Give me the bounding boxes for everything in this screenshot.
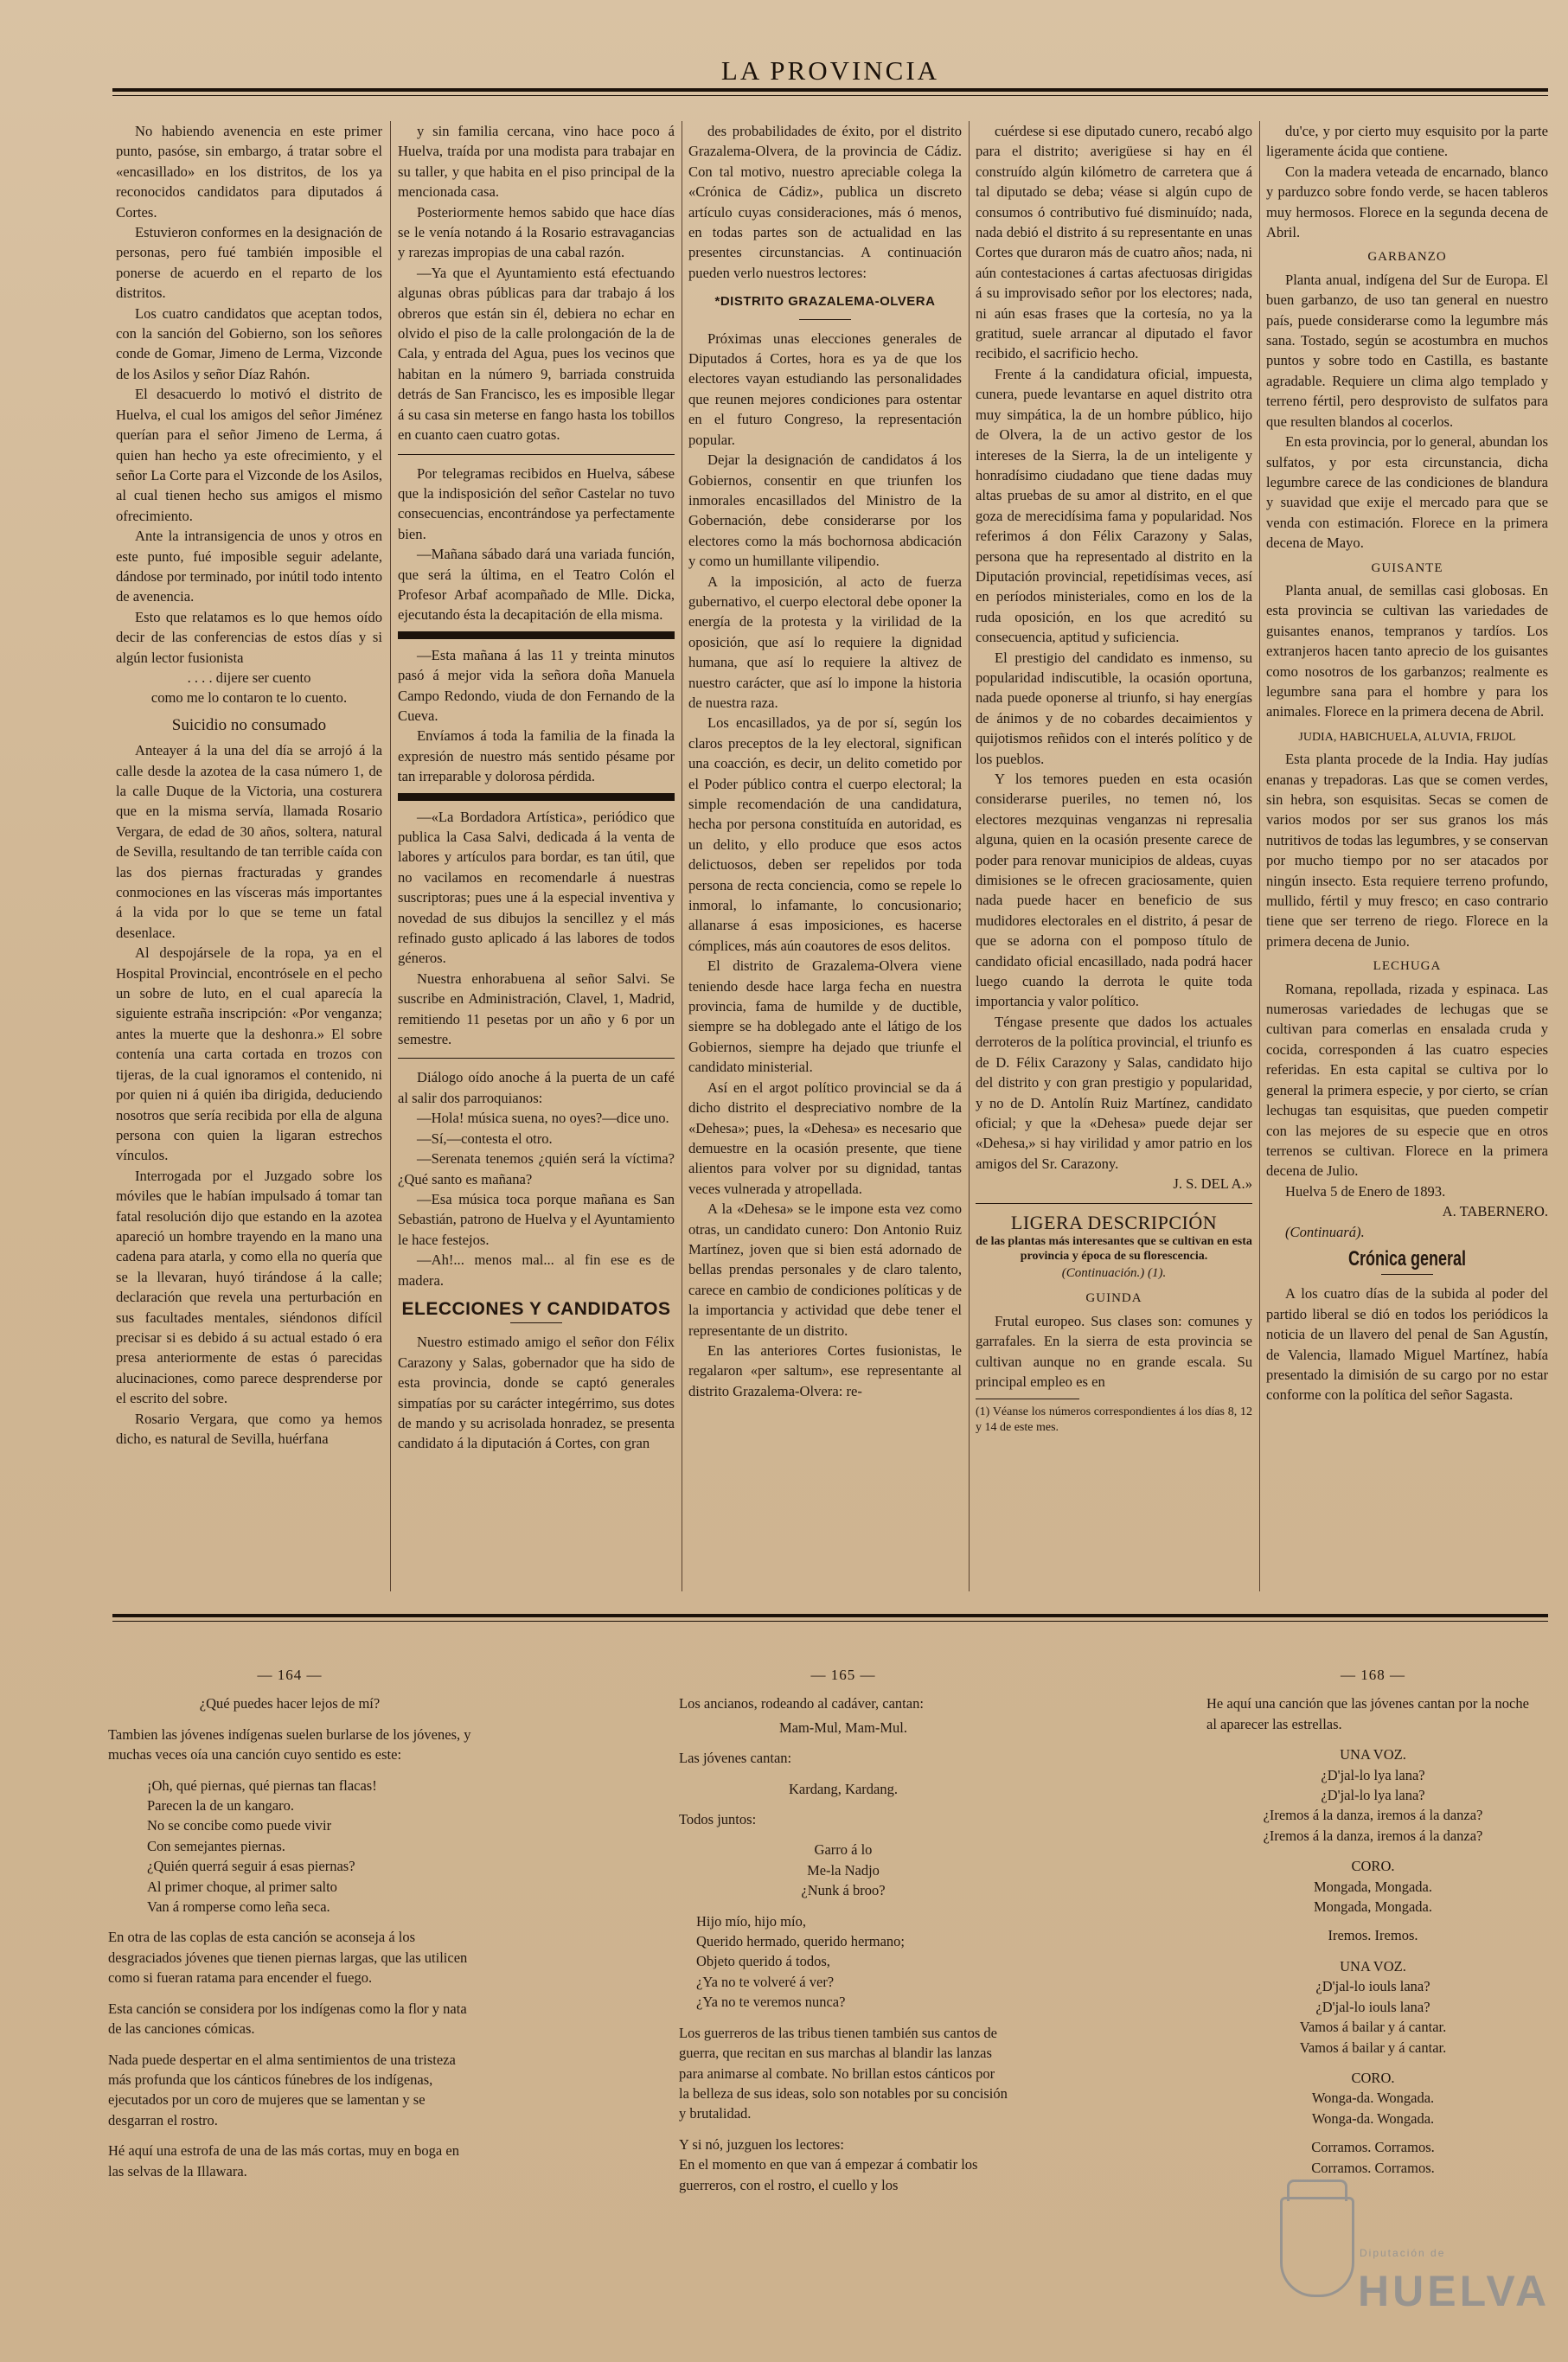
verse-line: . . . . dijere ser cuento: [187, 669, 311, 686]
paragraph: Hé aquí una estrofa de una de las más cortas, muy en boga en las selvas de la Illawara.: [108, 2142, 459, 2180]
plant-heading-guinda: GUINDA: [1085, 1291, 1142, 1306]
paragraph: Esta canción se considera por los indígenas como la flor y nata de las canciones cómicas.: [108, 2000, 467, 2038]
paragraph: En las anteriores Cortes fusionistas, le regalaron «per saltum», ese representante al distrito Grazalema-Olvera: re-: [688, 1341, 962, 1399]
paragraph: El distrito de Grazalema-Olvera viene teniendo desde hace larga fecha en nuestra provincia, fama de humilde y de ductible, siempre se ha doblegado ante el látigo de los Gobiernos, siempre ha dejado que triunfe el candidato ministerial.: [688, 957, 962, 1076]
paragraph: El desacuerdo lo motivó el distrito de Huelva, el cual los amigos del señor Jiménez querían para el señor Jimeno de Lerma, á quien han hecho ya este ofrecimiento, y el señor La Corte para el Vizconde de los Asilos, al cual tienen hecho sus amigos el mismo ofrecimiento.: [116, 386, 382, 524]
paragraph: No habiendo avenencia en este primer punto, pasóse, sin embargo, á tratar sobre el «encasillado» en los distritos, de los ya reconocidos candidatos para diputados á Cortes.: [116, 123, 382, 221]
paragraph: Por telegramas recibidos en Huelva, sábese que la indisposición del señor Castelar no tuvo consecuencias, encontrándose ya perfectamente bien.: [398, 464, 675, 542]
folletin-rule: [112, 1614, 1548, 1617]
separator: [398, 1058, 675, 1059]
title-underline: [510, 1322, 562, 1323]
shield-icon: [1280, 2197, 1354, 2297]
paragraph: Planta anual, indígena del Sur de Europa. El buen garbanzo, de uso tan general en nuestro país, puede considerarse como la legumbre más sana. Tostado, según se acostumbra en muchos puntos y sobre todo en Castilla, es bastante agradable. Requiere un clima algo templado y terreno fértil, pero desprovisto de sulfatos para que resulten blandos al cocerlos.: [1266, 271, 1548, 430]
verse-line: Mongada, Mongada.: [1313, 1898, 1432, 1916]
article-date: Huelva 5 de Enero de 1893.: [1285, 1182, 1446, 1200]
paragraph: Esto que relatamos es lo que hemos oído decir de las conferencias de estos días y si algún lector fusionista: [116, 608, 382, 666]
folletin-page-left: [108, 1665, 471, 2270]
verse-line: Corramos. Corramos.: [1311, 2159, 1435, 2176]
paragraph: —Mañana sábado dará una variada función, que será la última, en el Teatro Colón el Profesor Arbaf acompañado de Mlle. Dicka, ejecutando ésta la decapitación de ella misma.: [398, 546, 675, 624]
verse-line: ¿Quién querrá seguir á esas piernas?: [147, 1858, 355, 1875]
plant-heading-garbanzo: GARBANZO: [1367, 250, 1447, 265]
paragraph: —Ya que el Ayuntamiento está efectuando algunas obras públicas para dar trabajo á los obreros que están sin él, debiera no echar en olvido el piso de la calle prolongación de la de Cala, y entrada del Agua, pues los vecinos que habitan en la número 9, barriada construida detrás de San Francisco, les es imposible llegar á su casa sin meterse en fango hasta los tobillos en cuanto caen cuatro gotas.: [398, 264, 675, 444]
paragraph: Ante la intransigencia de unos y otros en este punto, fué imposible seguir adelante, dándose por terminado, por inútil todo intento de avenencia.: [116, 528, 382, 605]
verse-line: ¿D'jal-lo iouls lana?: [1315, 1978, 1430, 1995]
verse-line: Hijo mío, hijo mío,: [696, 1912, 806, 1930]
column-4: [976, 121, 1252, 1591]
verse-line: Mam-Mul, Mam-Mul.: [778, 1719, 908, 1736]
paragraph: du'ce, y por cierto muy esquisito por la parte ligeramente ácida que contiene.: [1266, 123, 1548, 160]
verse-block: [1206, 1856, 1539, 1946]
section-title-suicidio: Suicidio no consumado: [171, 715, 327, 734]
paragraph: En esta provincia, por lo general, abundan los sulfatos, y por esta circunstancia, dicha legumbre carece de las condiciones de blandura y suavidad que exije el mercado para que se venda con estimación. Florece en la primera decena de Mayo.: [1266, 433, 1548, 552]
paragraph: A los cuatro días de la subida al poder del partido liberal se dió en todos los periódicos la noticia de un llavero del penal de San Agustín, de Valencia, llamado Miguel Martínez, había presentado la dimisión de su cargo por no estar conforme con la política del señor Sagasta.: [1266, 1285, 1548, 1404]
verse-line: ¿Iremos á la danza, iremos á la danza?: [1263, 1827, 1483, 1844]
paragraph: Estuvieron conformes en la designación de personas, pero fué también imposible el ponerse de acuerdo en el reparto de los distritos.: [116, 224, 382, 302]
paragraph: Anteayer á la una del día se arrojó á la calle desde la azotea de la casa número 1, de la calle Duque de la Victoria, una costurera que en la misma servía, llamada Rosario Vergara, de edad de 30 años, soltera, natural de Sevilla, resultando de tan terrible caída con las dos piernas fracturadas y grandes conmociones en las vísceras más importantes á la vida por lo que se teme un fatal desenlace.: [116, 742, 382, 941]
archive-watermark: [1245, 2180, 1551, 2352]
paragraph: —Ah!... menos mal... al fin ese es de madera.: [398, 1251, 675, 1289]
verse-line: ¿Ya no te veremos nunca?: [696, 1994, 846, 2011]
header-rule: [112, 88, 1548, 92]
verse-line: No se concibe como puede vivir: [147, 1817, 332, 1834]
folletin-rule-thin: [112, 1621, 1548, 1622]
verse-line: ¿Ya no te volveré á ver?: [696, 1973, 835, 1990]
paragraph: Dejar la designación de candidatos á los Gobiernos, consentir en que triunfen los inmorales encasillados del Ministro de la Gobernación, debe considerarse por los electores como la más bochornosa abdicación y como un humillante vilipendio.: [688, 451, 962, 570]
verse-block: [679, 1840, 1008, 1900]
continuation-note: (Continuación.) (1).: [1061, 1265, 1167, 1280]
verse-line: como me lo contaron te lo cuento.: [150, 689, 348, 707]
article-author: A. TABERNERO.: [1442, 1203, 1548, 1220]
verse-block: [696, 1911, 1008, 2013]
paragraph: A la «Dehesa» se le impone esta vez como otras, un candidato cunero: Don Antonio Ruiz Martínez, joven que si bien está adornado de bellas prendas personales y de claro talento, carece en cambio de condiciones políticas y de la importancia y actividad que debe tener el representante de un distrito.: [688, 1200, 962, 1339]
section-title-distrito: *DISTRITO GRAZALEMA-OLVERA: [714, 294, 936, 310]
page-number: — 168 —: [1341, 1667, 1405, 1683]
paragraph: y sin familia cercana, vino hace poco á Huelva, traída por una modista para trabajar en su taller, y que habita en el piso principal de la mencionada casa.: [398, 123, 675, 201]
paragraph: He aquí una canción que las jóvenes cantan por la noche al aparecer las estrellas.: [1206, 1695, 1529, 1732]
verse-line: ¿D'jal-lo lya lana?: [1321, 1766, 1425, 1783]
paragraph: Nuestro estimado amigo el señor don Félix Carazony y Salas, gobernador que ha sido de esta provincia, donde se captó generales simpatías por su carácter integérrimo, sus dotes de mando y su acrisolada honradez, se presenta candidato á la diputación á Cortes, con gran: [398, 1334, 675, 1452]
verse-line: Garro á lo: [814, 1841, 873, 1859]
separator: [976, 1203, 1252, 1204]
paragraph: Planta anual, de semillas casi globosas. En esta provincia se cultivan las variedades de guisantes enanos, tempranos y tardíos. Los extranjeros hacen tanto aprecio de los guisantes como nosotros de los garbanzos; realmente es legumbre sana para el hombre y para los animales. Florece en la primera decena de Abril.: [1266, 581, 1548, 720]
verse-line: Al primer choque, al primer salto: [147, 1878, 337, 1895]
plant-heading-guisante: GUISANTE: [1371, 560, 1443, 575]
verse-line: Con semejantes piernas.: [147, 1837, 285, 1854]
column-5: [1266, 121, 1548, 1591]
paragraph: Esta planta procede de la India. Hay judías enanas y trepadoras. Las que se comen verdes, sin hebra, son esquisitas. Secas se comen de varios modos por ser sus granos los más nutritivos de todas las legumbres, y se conservan por mucho tiempo por no ser atacados por ningún insecto. Esta requiere terreno profundo, mullido, fértil y muy fresco; en caso contrario tiene que ser terreno de riego. Florece en la primera decena de Junio.: [1266, 751, 1548, 950]
verse-line: Parecen la de un kangaro.: [147, 1797, 294, 1815]
paragraph: Con la madera veteada de encarnado, blanco y parduzco sobre fondo verde, se hacen tableros muy hermosos. Florece en la segunda decena de Abril.: [1266, 163, 1548, 241]
verse-line: Kardang, Kardang.: [789, 1780, 898, 1797]
paragraph: En el momento en que van á empezar á combatir los guerreros, con el rostro, el cuello y los: [679, 2156, 978, 2193]
verse-block: [1206, 1744, 1539, 1846]
paragraph: En otra de las coplas de esta canción se aconseja á los desgraciados jóvenes que tienen piernas largas, que las utilicen como si fueran ratama para encender el fuego.: [108, 1929, 468, 1987]
paragraph: Los ancianos, rodeando al cadáver, cantan:: [679, 1695, 924, 1712]
verse-line: ¿D'jal-lo lya lana?: [1321, 1787, 1425, 1804]
paragraph: Los encasillados, ya de por sí, según los claros preceptos de la ley electoral, significan una coacción, es decir, un delito cometido por el Poder público contra el cuerpo electoral; la simple recomendación de una candidatura, hecha por persona constituída en autoridad, es un delito, y ello produce que esos actos delictuosos, deben ser repelidos por toda persona de recta conciencia, como se repele lo inmoral, lo infamante, lo concusionario; allanarse á esas imposiciones, es hacerse cómplices, más aún coautores de esos delitos.: [688, 714, 962, 954]
verse-line: Vamos á bailar y á cantar.: [1299, 2019, 1447, 2036]
section-title-elecciones: ELECCIONES Y CANDIDATOS: [401, 1298, 671, 1319]
section-subtitle: de las plantas más interesantes que se cultivan en esta provincia y época de su florescencia.: [976, 1234, 1252, 1263]
verse-heading: CORO.: [1351, 2069, 1395, 2086]
paragraph: —Esa música toca porque mañana es San Sebastián, patrono de Huelva y el Ayuntamiento le hace festejos.: [398, 1190, 675, 1248]
paragraph: Nuestra enhorabuena al señor Salvi. Se suscribe en Administración, Clavel, 1, Madrid, remitiendo 11 pesetas por un año y 6 por un semestre.: [398, 970, 675, 1048]
paragraph: Todos juntos:: [679, 1811, 757, 1828]
mourning-rule: [398, 793, 675, 801]
verse-line: ¿Qué puedes hacer lejos de mí?: [199, 1695, 381, 1712]
verse-line: Vamos á bailar y á cantar.: [1299, 2039, 1447, 2056]
verse-line: Wonga-da. Wongada.: [1311, 2109, 1435, 2127]
paragraph: Nada puede despertar en el alma sentimientos de una tristeza más profunda que los cánticos fúnebres de los indígenas, ejecutados por un coro de mujeres que se lamentan y se desgarran el rostro.: [108, 2051, 456, 2128]
column-1: [116, 121, 382, 1591]
watermark-word: HUELVA: [1358, 2267, 1551, 2315]
column-divider: [1259, 121, 1260, 1591]
paragraph: Rosario Vergara, que como ya hemos dicho, es natural de Sevilla, huérfana: [116, 1410, 382, 1447]
paragraph: Téngase presente que dados los actuales derroteros de la política provincial, el triunfo es de D. Félix Carazony y Salas, candidato hijo del distrito y con gran prestigio y popularidad, y no de D. Antolín Ruiz Martínez, candidato oficial; y que la «Dehesa» puede dejar ser «Dehesa,» si hay virilidad y amor patrio en los amigos del Sr. Carazony.: [976, 1013, 1252, 1172]
newspaper-title: LA PROVINCIA: [720, 55, 940, 86]
folletin-page-center: [679, 1665, 1008, 2270]
separator: [398, 454, 675, 455]
paragraph: Y si nó, juzguen los lectores:: [679, 2135, 844, 2153]
paragraph: —Sí,—contesta el otro.: [417, 1130, 553, 1147]
paragraph: —«La Bordadora Artística», periódico que publica la Casa Salvi, dedicada á la venta de labores y artículos para bordar, es tan útil, que no vacilamos en recomendarle á nuestras suscriptoras; pues une á la especial inventiva y novedad de sus dibujos la sencillez y el más refinado gusto aplicado á las labores de todos géneros.: [398, 808, 675, 967]
section-title-descripcion: LIGERA DESCRIPCIÓN: [1010, 1211, 1218, 1233]
paragraph: Frutal europeo. Sus clases son: comunes y garrafales. En la sierra de esta provincia se cultivan aunque no en grande escala. Su principal empleo es en: [976, 1312, 1252, 1390]
paragraph: Envíamos á toda la familia de la finada la expresión de nuestro más sentido pésame por tan irreparable y dolorosa pérdida.: [398, 727, 675, 785]
verse-block: [147, 1776, 471, 1917]
verse-line: ¿Iremos á la danza, iremos á la danza?: [1263, 1807, 1483, 1824]
paragraph: Los guerreros de las tribus tienen también sus cantos de guerra, que recitan en sus marchas al blandir las lanzas para animarse al combate. No brillan estos cánticos por la belleza de sus ideas, solo son notables por su concisión y brutalidad.: [679, 2024, 1008, 2122]
verse-line: Wonga-da. Wongada.: [1311, 2090, 1435, 2107]
paragraph: Las jóvenes cantan:: [679, 1750, 792, 1767]
verse-line: Querido hermado, querido hermano;: [696, 1933, 906, 1950]
title-underline: [1381, 1274, 1433, 1275]
verse-line: ¡Oh, qué piernas, qué piernas tan flacas!: [147, 1776, 377, 1794]
page-number: — 164 —: [257, 1667, 323, 1683]
column-divider: [969, 121, 970, 1591]
paragraph: Posteriormente hemos sabido que hace días se le venía notando á la Rosario estravagancias y rarezas impropias de una cabal razón.: [398, 203, 675, 261]
continuation-note: (Continuará).: [1285, 1223, 1365, 1240]
watermark-caption: Diputación de: [1360, 2247, 1446, 2259]
verse-block: [1206, 1956, 1539, 2058]
page-number: — 165 —: [810, 1667, 876, 1683]
verse-line: Iremos. Iremos.: [1328, 1927, 1418, 1944]
paragraph: Tambien las jóvenes indígenas suelen burlarse de los jóvenes, y muchas veces oía una canción cuyo sentido es este:: [108, 1725, 471, 1763]
column-divider: [390, 121, 391, 1591]
section-title-cronica: Crónica general: [1347, 1246, 1467, 1271]
article-signature: J. S. DEL A.»: [1173, 1175, 1252, 1193]
paragraph: Frente á la candidatura oficial, impuesta, cunera, puede levantarse en aquel distrito otra muy simpática, la de un hombre público, hijo de Olvera, la de un activo gestor de los intereses de la Sierra, la de un inteligente y honradísimo ciudadano que tiene dadas muy altas pruebas de su amor al distrito, en el que goza de merecidísima fama y popularidad. Nos referimos á don Félix Carazony y Salas, persona que ha representado al distrito en la Diputación provincial, repetidísimas veces, así en períodos ministeriales, como en los de la ruda oposición, en los que acreditó su consecuencia, aptitud y suficiencia.: [976, 365, 1252, 646]
verse-heading: UNA VOZ.: [1340, 1746, 1406, 1763]
paragraph: El prestigio del candidato es inmenso, su popularidad indiscutible, la ocasión oportuna, nada puede oponerse al triunfo, si hay energías de ánimos y de no cobardes decaimientos y quijotismos reñidos con el interés político y de los pueblos.: [976, 649, 1252, 767]
paragraph: Y los temores pueden en esta ocasión considerarse pueriles, no temen nó, los electores mezquinas venganzas ni represalia alguna, quien en la ocasión presente carece de poder para renovar municipios de aldeas, cuyas dimisiones se le ofrecen graciosamente, quien nada puede hacer en beneficio de sus mudidores electorales en el distrito, á pesar de que se adorna con el pomposo título de candidato oficial encasillado, nada podrá hacer luego cuando la derrota le quite toda importancia y valor político.: [976, 771, 1252, 1010]
paragraph: —Esta mañana á las 11 y treinta minutos pasó á mejor vida la señora doña Manuela Campo Redondo, viuda de don Fernando de la Cueva.: [398, 646, 675, 724]
verse-heading: UNA VOZ.: [1340, 1957, 1406, 1975]
column-3: [688, 121, 962, 1591]
header-rule-thin: [112, 95, 1548, 96]
paragraph: Los cuatro candidatos que aceptan todos, con la sanción del Gobierno, son los señores conde de Gomar, Jimeno de Lerma, Vizconde de los Asilos y señor Díaz Rahón.: [116, 304, 382, 382]
mourning-rule: [398, 631, 675, 639]
paragraph: —Serenata tenemos ¿quién será la víctima? ¿Qué santo es mañana?: [398, 1150, 675, 1187]
footnote: (1) Véanse los números correspondientes á los días 8, 12 y 14 de este mes.: [976, 1405, 1252, 1435]
verse-line: Me-la Nadjo: [807, 1861, 880, 1879]
paragraph: cuérdese si ese diputado cunero, recabó algo para el distrito; averigüese si hay en él construído algún kilómetro de carretera que á tal diputado se deba; véase si algún cupo de consumos ó contributivo fué disminuído; nada, nada debió el distrito á su representante en unas Cortes que duraron más de cuatro años; nada, ni aún contestaciones á cartas afectuosas dirigidas á su improvisado señor por los electores; nada, ni aún esas frases que la cortesía, no ya la gratitud, suele arrancar al diputado el favor recibido, el sacrificio hecho.: [976, 123, 1252, 362]
paragraph: Próximas unas elecciones generales de Diputados á Cortes, hora es ya de que los electores vayan estudiando las personalidades que reunen mejores condiciones para ostentar en el futuro Congreso, la representación popular.: [688, 330, 962, 448]
verse-line: Objeto querido á todos,: [696, 1953, 830, 1970]
verse-line: ¿Nunk á broo?: [801, 1882, 886, 1899]
paragraph: Diálogo oído anoche á la puerta de un café al salir dos parroquianos:: [398, 1069, 675, 1106]
verse-block: [1206, 2068, 1539, 2178]
plant-heading-judia: JUDIA, HABICHUELA, ALUVIA, FRIJOL: [1298, 730, 1516, 744]
paragraph: Así en el argot político provincial se da á dicho distrito el despreciativo nombre de la «Dehesa»; pues, la «Dehesa» es necesario que demuestre en la ocasión presente, que tiene alientos para volver por su dignidad, tantas veces vulnerada y atropellada.: [688, 1079, 962, 1197]
verse-line: Van á romperse como leña seca.: [147, 1898, 330, 1916]
title-underline: [799, 319, 851, 320]
paragraph: Al despojársele de la ropa, ya en el Hospital Provincial, encontrósele en el pecho un sobre de luto, en el cual aparecía la siguiente estraña inscripción: «Por venganza; antes la muerte que la deshonra.» El sobre contenía una carta cortada en trozos con tijeras, de la cual ignoramos el contenido, ni por quien ni á quién iba dirigida, deduciendo nosotros que sería recibida por ella de alguna persona con quien la ligaran estrechos vínculos.: [116, 944, 382, 1164]
verse-line: Corramos. Corramos.: [1311, 2139, 1435, 2156]
paragraph: —Hola! música suena, no oyes?—dice uno.: [417, 1110, 669, 1127]
column-2: [398, 121, 675, 1591]
verse-line: Mongada, Mongada.: [1313, 1878, 1432, 1895]
verse-heading: CORO.: [1351, 1858, 1395, 1875]
paragraph: A la imposición, al acto de fuerza gubernativo, el cuerpo electoral debe oponer la energía de la protesta y la virilidad de la oposición, que así lo requiere la dignidad humana, que así lo requiere la altivez de nuestro carácter, que así lo impone la historia de nuestra raza.: [688, 573, 962, 711]
verse-line: ¿D'jal-lo iouls lana?: [1315, 1998, 1430, 2015]
paragraph: Interrogada por el Juzgado sobre los móviles que le habían impulsado á tomar tan fatal resolución dijo que estando en la azotea apareció un hombre trayendo en la mano una cadena para atarla, y como ella no quería que se la llevaran, huyó tirándose á la calle; declaración que revela una perturbación en sus facultades mentales, siéndonos difícil precisar si es debido á su actual estado ó era presa anteriormente de estas ó parecidas alucinaciones, como parece desprenderse por el escrito del sobre.: [116, 1167, 382, 1407]
paragraph: des probabilidades de éxito, por el distrito Grazalema-Olvera, de la provincia de Cádiz. Con tal motivo, nuestro apreciable colega la «Crónica de Cádiz», publica un discreto artículo cuyas consideraciones, más ó menos, en todas partes son de actualidad en las presentes circunstancias. A continuación pueden verlo nuestros lectores:: [688, 123, 962, 281]
plant-heading-lechuga: LECHUGA: [1373, 959, 1442, 974]
paragraph: Romana, repollada, rizada y espinaca. Las numerosas variedades de lechugas que se cultivan para comerlas en ensalada cruda y cocida, corresponden á las cuatro especies referidas. En esta capital se cultiva por lo general la primera especie, y por cierto, se crían lechugas tan esquisitas, que pueden competir con las mejores de su especie que en otros terrenos se cultivan. Florece en la primera decena de Julio.: [1266, 980, 1548, 1180]
